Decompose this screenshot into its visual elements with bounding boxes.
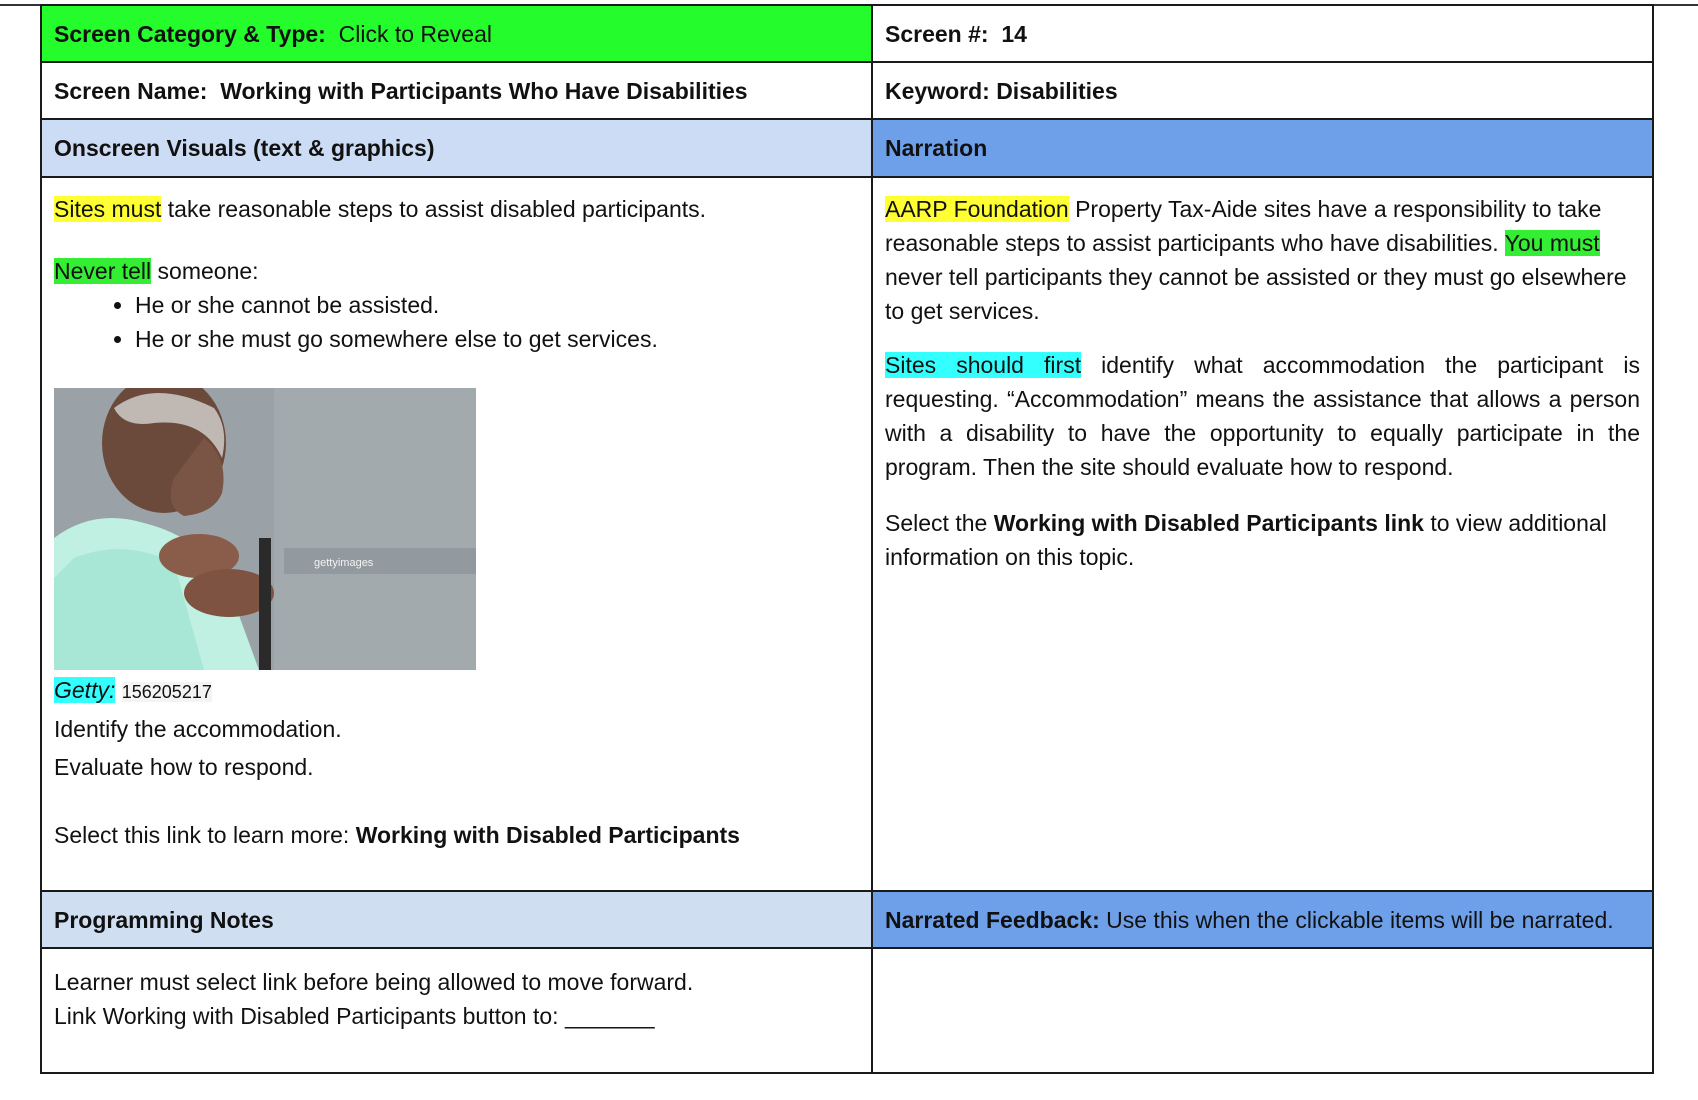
programming-note-line: Learner must select link before being allowed to move forward.	[54, 969, 694, 996]
bullet-item: • He or she cannot be assisted.	[135, 288, 859, 322]
photo-illustration	[54, 388, 476, 670]
keyword-value: Disabilities	[996, 77, 1118, 104]
getty-label: Getty:	[54, 676, 116, 703]
narration-p3-bold: Working with Disabled Participants link	[993, 509, 1424, 536]
getty-id: 156205217	[121, 681, 212, 702]
screen-number-cell	[872, 5, 1653, 62]
narration-p1-text2: never tell participants they cannot be assisted or they must go elsewhere to get services.	[885, 263, 1627, 324]
narration-heading-cell	[872, 119, 1653, 176]
working-with-disabled-link[interactable]: Working with Disabled Participants	[355, 821, 740, 848]
category-label: Screen Category & Type:	[54, 20, 326, 47]
narration-paragraph-1	[885, 192, 1640, 328]
highlight-sites-must: Sites must	[54, 195, 162, 222]
bullet-item: • He or she must go somewhere else to get services.	[135, 322, 859, 356]
screen-name-label: Screen Name:	[54, 77, 208, 104]
visuals-line-sites-must	[54, 192, 859, 226]
narration-heading: Narration	[885, 134, 988, 161]
narration-paragraph-3	[885, 506, 1640, 574]
storyboard-table	[40, 4, 1654, 1074]
narrated-feedback-label: Narrated Feedback:	[885, 906, 1100, 933]
onscreen-visuals-content	[41, 177, 872, 892]
visuals-bullet-list	[54, 288, 859, 356]
learn-more-prefix: Select this link to learn more:	[54, 821, 356, 848]
highlight-aarp-foundation: AARP Foundation	[885, 195, 1069, 222]
highlight-you-must: You must	[1504, 229, 1600, 256]
screen-category-cell	[41, 5, 872, 62]
onscreen-visuals-heading-cell	[41, 119, 872, 176]
highlight-never-tell: Never tell	[54, 257, 152, 284]
getty-credit	[54, 672, 859, 710]
narration-p2-text: identify what accommodation the participant is requesting. “Accommodation” means the assistance that allows a person with a disability to have the opportunity to equally participate in the program. Then the site should evaluate how to respond.	[885, 351, 1640, 480]
keyword-label: Keyword:	[885, 77, 990, 104]
evaluate-text: Evaluate how to respond.	[54, 753, 314, 780]
highlight-sites-should-first: Sites should first	[885, 351, 1082, 378]
narrated-feedback-text: Use this when the clickable items will be narrated.	[1099, 906, 1614, 933]
keyword-cell	[872, 62, 1653, 119]
visuals-line-never-tell	[54, 254, 859, 288]
identify-text: Identify the accommodation.	[54, 715, 342, 742]
programming-notes-heading: Programming Notes	[54, 906, 274, 933]
visuals-line1-text: take reasonable steps to assist disabled participants.	[161, 195, 707, 222]
screen-name-value: Working with Participants Who Have Disabilities	[220, 77, 748, 104]
narration-paragraph-2	[885, 348, 1640, 484]
visuals-line2-text: someone:	[151, 257, 259, 284]
screen-number-label: Screen #:	[885, 20, 989, 47]
narrated-feedback-heading-cell	[872, 891, 1653, 948]
category-value: Click to Reveal	[338, 20, 492, 47]
narration-p3-suffix: to view additional information on this topic.	[885, 509, 1607, 570]
photo-watermark: gettyimages	[314, 556, 374, 569]
getty-photo	[54, 388, 476, 670]
learn-more-line	[54, 818, 859, 852]
narration-content	[872, 177, 1653, 892]
narration-p1-text1: Property Tax-Aide sites have a responsibility to take reasonable steps to assist participants who have disabilities.	[885, 195, 1602, 256]
onscreen-visuals-heading: Onscreen Visuals (text & graphics)	[54, 134, 435, 161]
screen-number-value: 14	[1001, 20, 1027, 47]
narrated-feedback-content	[872, 948, 1653, 1073]
programming-notes-content	[41, 948, 872, 1073]
programming-note-line: Link Working with Disabled Participants button to: _______	[54, 1003, 655, 1030]
programming-notes-heading-cell	[41, 891, 872, 948]
narration-p3-prefix: Select the	[885, 509, 994, 536]
screen-name-cell	[41, 62, 872, 119]
